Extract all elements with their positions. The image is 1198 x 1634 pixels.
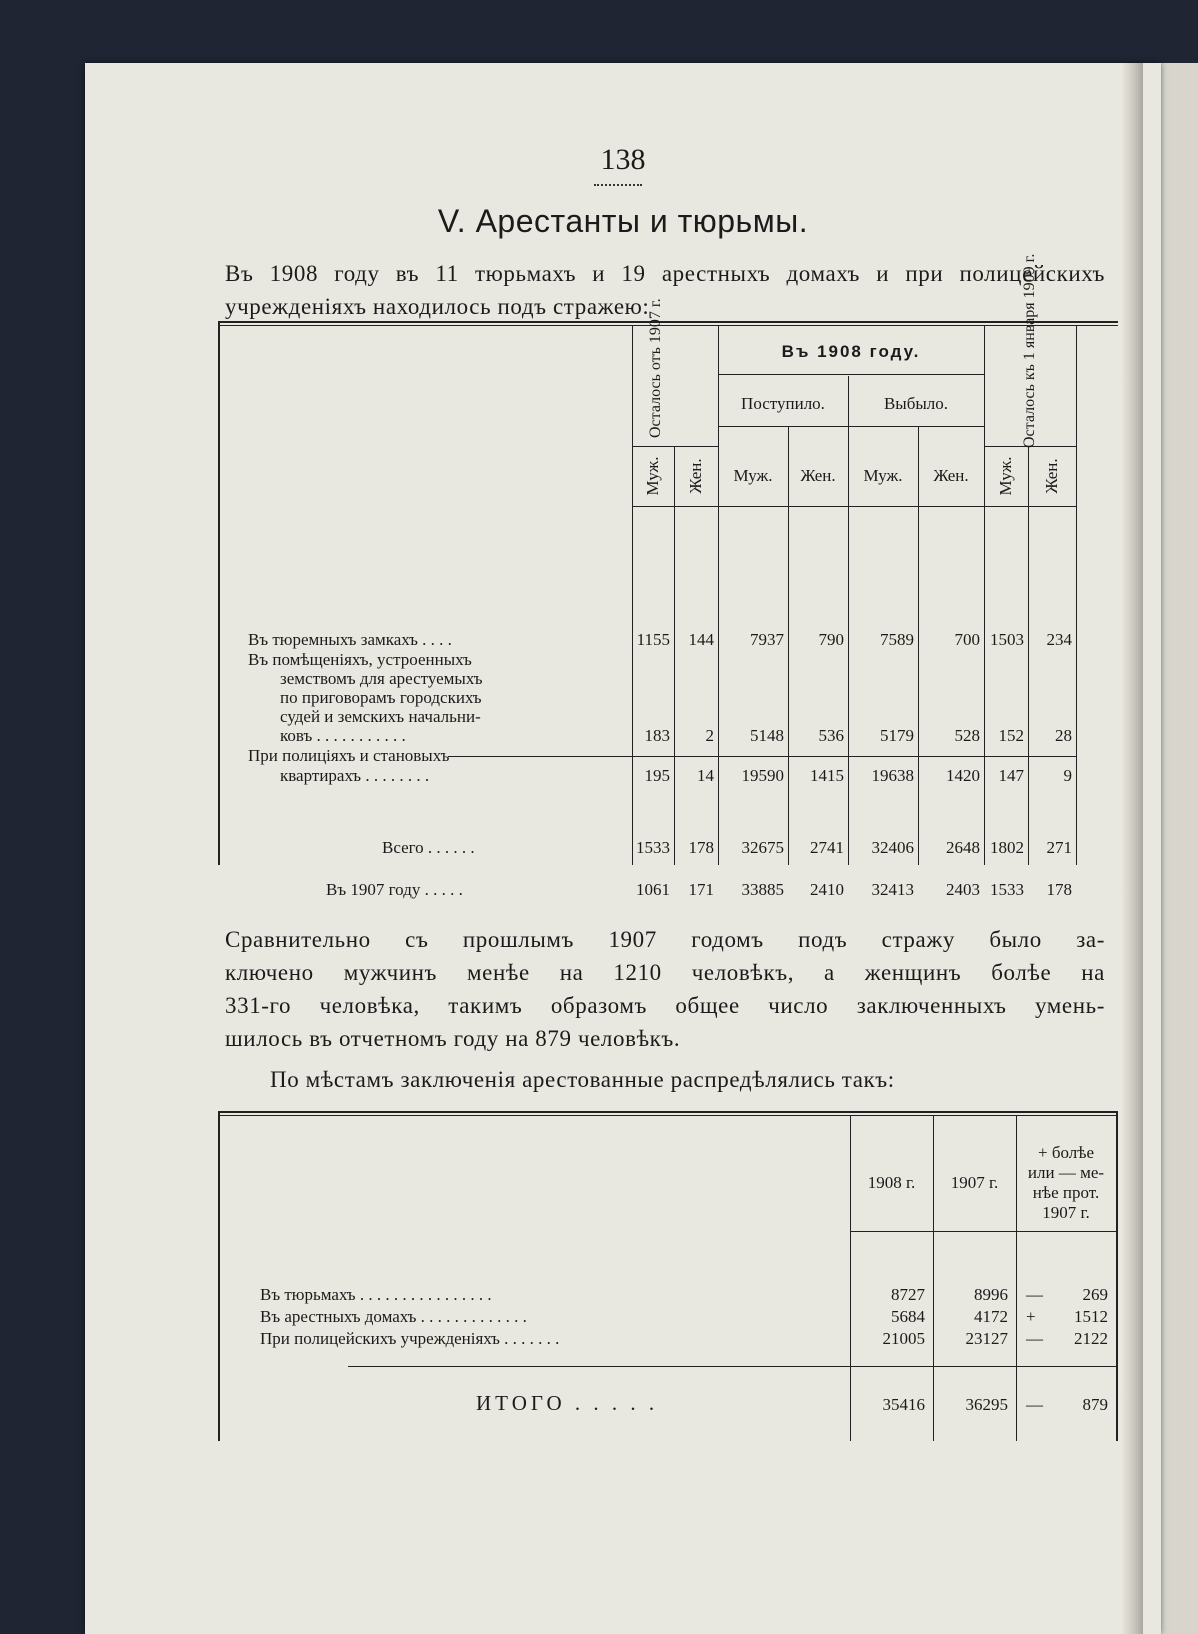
table-cell: 183	[644, 726, 670, 745]
header-women: Жен.	[1042, 458, 1061, 494]
table-cell: 790	[818, 630, 844, 649]
header-received: Поступило.	[741, 394, 825, 413]
table-cell: 2403	[946, 880, 980, 899]
value-1907: 23127	[965, 1329, 1008, 1348]
row-label: по приговорамъ городскихъ	[280, 688, 482, 707]
row-label: земствомъ для арестуемыхъ	[280, 669, 483, 688]
book-page	[85, 63, 1161, 1634]
total-label: Всего . . . . . .	[382, 838, 475, 857]
table-cell: 1503	[990, 630, 1024, 649]
row-label: судей и земскихъ начальни-	[280, 707, 481, 726]
row-label: Въ помѣщеніяхъ, устроенныхъ	[248, 650, 472, 669]
grand-total-1907: 36295	[965, 1395, 1008, 1414]
table-cell: 7589	[880, 630, 914, 649]
table-cell: 9	[1063, 766, 1072, 785]
value-1907: 4172	[974, 1307, 1008, 1326]
table-cell: 171	[688, 880, 714, 899]
row-label: При полицейскихъ учрежденіяхъ . . . . . . .	[260, 1329, 560, 1348]
header-women: Жен.	[800, 466, 836, 485]
table-cell: 33885	[741, 880, 784, 899]
header-in-1908: Въ 1908 году.	[781, 342, 921, 361]
table-cell: 7937	[750, 630, 784, 649]
header-remaining-1907: Осталось отъ 1907 г.	[647, 298, 664, 438]
header-1907: 1907 г.	[950, 1173, 999, 1192]
row-label: ковъ . . . . . . . . . . .	[280, 726, 406, 745]
table-cell: 5148	[750, 726, 784, 745]
table-cell: 14	[697, 766, 714, 785]
value-1908: 21005	[882, 1329, 925, 1348]
table-cell: 147	[998, 766, 1024, 785]
table-cell: 195	[644, 766, 670, 785]
comparison-line: Сравнительно съ прошлымъ 1907 годомъ подъ стражу было за-	[225, 927, 1105, 952]
grand-total-1908: 35416	[882, 1395, 925, 1414]
grand-total-label: ИТОГО . . . . .	[476, 1391, 659, 1415]
table-cell: 528	[954, 726, 980, 745]
table-cell: 144	[688, 630, 714, 649]
comparison-line: 331-го человѣка, такимъ образомъ общее число заключенныхъ умень-	[225, 993, 1105, 1018]
table-cell: 5179	[880, 726, 914, 745]
table-cell: 2	[705, 726, 714, 745]
grand-total-diff: 879	[1082, 1395, 1108, 1414]
page-number: 138	[600, 143, 646, 176]
table-cell: 1415	[810, 766, 844, 785]
table-cell: 178	[688, 838, 714, 857]
diff-value: 1512	[1074, 1307, 1108, 1326]
header-men: Муж.	[996, 456, 1015, 496]
header-departed: Выбыло.	[883, 394, 949, 413]
diff-sign: —	[1026, 1285, 1043, 1304]
value-1908: 5684	[891, 1307, 925, 1326]
row-label: квартирахъ . . . . . . . .	[280, 766, 430, 785]
header-diff: 1907 г.	[1042, 1203, 1090, 1222]
section-title: V. Арестанты и тюрьмы.	[437, 203, 809, 239]
table-cell: 32406	[871, 838, 914, 857]
table-cell: 234	[1046, 630, 1072, 649]
table-cell: 19590	[741, 766, 784, 785]
table-cell: 1155	[636, 630, 670, 649]
comparison-line: ключено мужчинъ менѣе на 1210 человѣкъ, а женщинъ болѣе на	[225, 960, 1105, 985]
book-spine	[1121, 63, 1143, 1634]
value-1907: 8996	[974, 1285, 1008, 1304]
comparison-line: шилось въ отчетномъ году на 879 человѣкъ.	[225, 1026, 681, 1051]
header-men: Муж.	[643, 456, 662, 496]
diff-value: 2122	[1074, 1329, 1108, 1348]
table-cell: 2410	[810, 880, 844, 899]
diff-sign: +	[1026, 1307, 1036, 1326]
table-cell: 1061	[636, 880, 670, 899]
table-cell: 2648	[946, 838, 980, 857]
table-cell: 1420	[946, 766, 980, 785]
header-remaining-1909: Осталось къ 1 января 1909 г.	[1021, 253, 1038, 448]
diff-sign: —	[1026, 1329, 1043, 1348]
table-cell: 28	[1055, 726, 1072, 745]
table-cell: 178	[1046, 880, 1072, 899]
value-1908: 8727	[891, 1285, 925, 1304]
table-cell: 32413	[871, 880, 914, 899]
row-label: Въ тюрьмахъ . . . . . . . . . . . . . . . .	[260, 1285, 492, 1304]
table-cell: 152	[998, 726, 1024, 745]
prev-year-label: Въ 1907 году . . . . .	[326, 880, 463, 899]
distribution-intro: По мѣстамъ заключенія арестованные распредѣлялись такъ:	[270, 1067, 895, 1092]
diff-value: 269	[1082, 1285, 1108, 1304]
table-cell: 536	[818, 726, 844, 745]
table-cell: 2741	[810, 838, 844, 857]
table-cell: 1533	[990, 880, 1024, 899]
table-cell: 1533	[636, 838, 670, 857]
header-women: Жен.	[686, 458, 705, 494]
comparison-paragraph	[225, 923, 1105, 1055]
header-1908: 1908 г.	[867, 1173, 916, 1192]
table-cell: 32675	[741, 838, 784, 857]
header-diff: нѣе прот.	[1032, 1183, 1100, 1202]
header-diff: или — ме-	[1027, 1163, 1105, 1182]
header-diff: + болѣе	[1037, 1143, 1095, 1162]
table-cell: 271	[1046, 838, 1072, 857]
header-men: Муж.	[733, 466, 773, 485]
grand-total-sign: —	[1026, 1395, 1043, 1414]
table-cell: 1802	[990, 838, 1024, 857]
row-label: При полиціяхъ и становыхъ	[248, 746, 450, 765]
header-men: Муж.	[863, 466, 903, 485]
header-women: Жен.	[933, 466, 969, 485]
row-label: Въ арестныхъ домахъ . . . . . . . . . . . . .	[260, 1307, 527, 1326]
table-cell: 19638	[871, 766, 914, 785]
row-label: Въ тюремныхъ замкахъ . . . .	[248, 630, 452, 649]
intro-paragraph: Въ 1908 году въ 11 тюрьмахъ и 19 арестныхъ домахъ и при полицейскихъ учрежденіяхъ находилось подъ стражею:	[225, 261, 1105, 319]
distribution-table	[218, 1111, 1118, 1447]
page-number-ornament	[594, 181, 642, 186]
table-cell: 700	[954, 630, 980, 649]
